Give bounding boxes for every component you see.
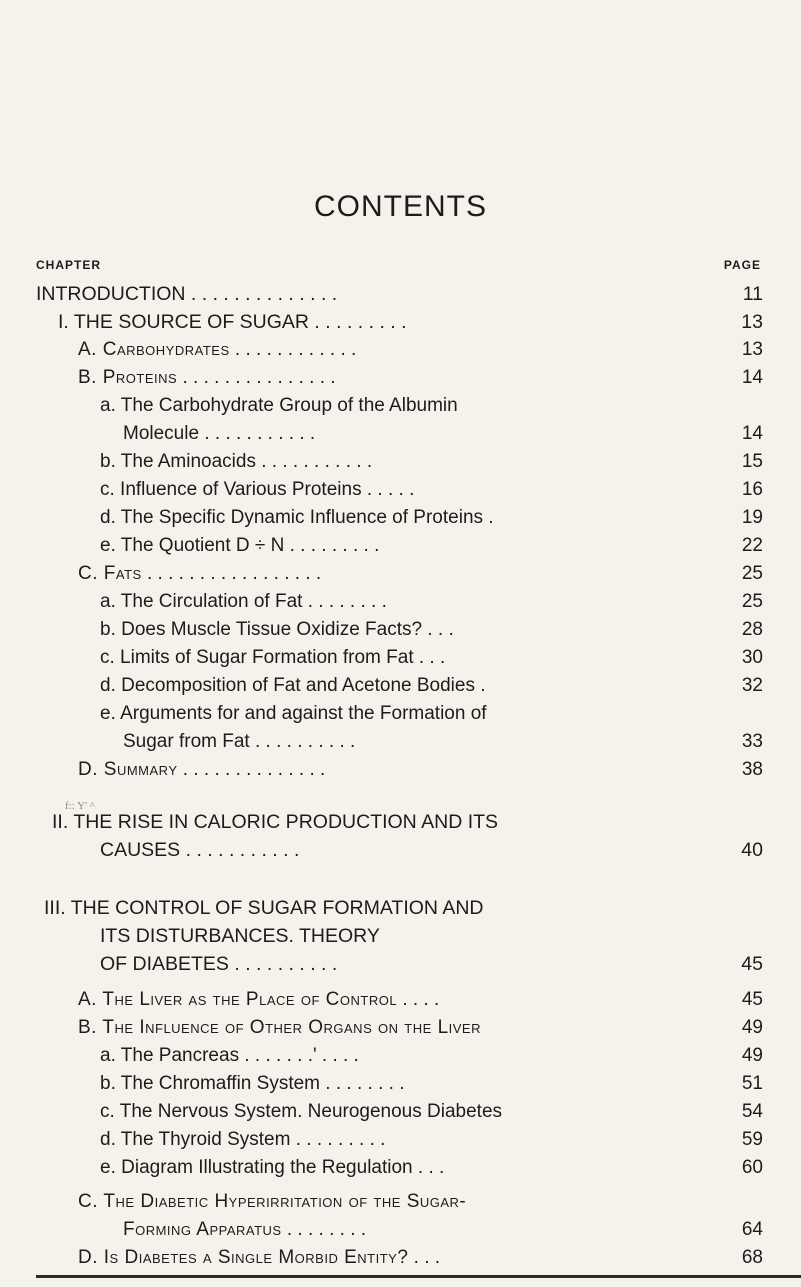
page-title: CONTENTS <box>314 190 487 223</box>
page-number: 40 <box>741 839 763 861</box>
toc-entry-sub: e. Diagram Illustrating the Regulation . . . 60 <box>36 1154 763 1182</box>
page-number: 28 <box>741 619 763 640</box>
page-number: 25 <box>741 563 763 584</box>
page-number: 11 <box>742 283 763 305</box>
toc-entry-sub: a. The Circulation of Fat . . . . . . . . 25 <box>36 588 763 616</box>
page-number: 54 <box>741 1101 763 1122</box>
toc-entry-sub-cont: Molecule . . . . . . . . . . . 14 <box>36 420 763 448</box>
page-number: 51 <box>741 1073 763 1094</box>
page-number: 45 <box>741 953 763 975</box>
toc-entry-sub: e. Arguments for and against the Formation of <box>100 703 487 724</box>
page-number: 38 <box>741 759 763 780</box>
toc-entry-chapter-2-cont: CAUSES . . . . . . . . . . . 40 <box>36 836 763 864</box>
page-number: 13 <box>741 311 763 333</box>
toc-entry-sub: b. Does Muscle Tissue Oxidize Facts? . . . 28 <box>36 616 763 644</box>
toc-entry-sub: b. The Chromaffin System . . . . . . . . 51 <box>36 1070 763 1098</box>
toc-entry-sub: c. Influence of Various Proteins . . . . . 16 <box>36 476 763 504</box>
page-number: 68 <box>741 1247 763 1268</box>
toc-entry-chapter-2: II. THE RISE IN CALORIC PRODUCTION AND ITS <box>52 811 499 833</box>
toc-entry-chapter-3-cont: ITS DISTURBANCES. THEORY <box>100 925 380 947</box>
toc-entry-chapter-3-cont: OF DIABETES . . . . . . . . . . 45 <box>36 950 763 978</box>
toc-entry-chapter-1: I. THE SOURCE OF SUGAR . . . . . . . . . 13 <box>36 308 763 336</box>
page-number: 14 <box>741 423 763 444</box>
chapter-column-header: CHAPTER <box>36 258 102 272</box>
toc-entry-sub-cont: Sugar from Fat . . . . . . . . . . 33 <box>36 728 763 756</box>
toc-entry-hyperirritation-cont: Forming Apparatus . . . . . . . . 64 <box>36 1216 763 1244</box>
page-number: 25 <box>741 591 763 612</box>
page-number: 13 <box>741 339 763 360</box>
toc-entry-sub: b. The Aminoacids . . . . . . . . . . . 15 <box>36 448 763 476</box>
page-number: 64 <box>741 1219 763 1240</box>
page-number: 14 <box>741 367 763 388</box>
page-number: 30 <box>741 647 763 668</box>
toc-entry-carbohydrates: A. Carbohydrates . . . . . . . . . . . . 13 <box>36 336 763 364</box>
page-number: 19 <box>741 507 763 528</box>
toc-entry-sub: c. Limits of Sugar Formation from Fat . . . 30 <box>36 644 763 672</box>
toc-entry-sub: a. The Pancreas . . . . . . .' . . . . 49 <box>36 1042 763 1070</box>
toc-entry-sub: e. The Quotient D ÷ N . . . . . . . . . 22 <box>36 532 763 560</box>
table-of-contents <box>36 280 763 1272</box>
toc-entry-summary: D. Summary . . . . . . . . . . . . . . 38 <box>36 756 763 784</box>
toc-entry-sub: d. The Thyroid System . . . . . . . . . 59 <box>36 1126 763 1154</box>
page-number: 33 <box>741 731 763 752</box>
toc-entry-proteins: B. Proteins . . . . . . . . . . . . . . . 14 <box>36 364 763 392</box>
page-number: 32 <box>741 675 763 696</box>
page-number: 59 <box>741 1129 763 1150</box>
toc-entry-sub: c. The Nervous System. Neurogenous Diabetes 54 <box>36 1098 763 1126</box>
page-number: 60 <box>741 1157 763 1178</box>
toc-entry-sub: a. The Carbohydrate Group of the Albumin <box>100 395 458 416</box>
page-column-header: PAGE <box>723 258 761 272</box>
page-number: 45 <box>741 989 763 1010</box>
page-number: 15 <box>741 451 763 472</box>
page-number: 22 <box>741 535 763 556</box>
toc-entry-hyperirritation: C. The Diabetic Hyperirritation of the Sugar- <box>78 1191 467 1212</box>
toc-entry-liver: A. The Liver as the Place of Control . . . . 45 <box>36 986 763 1014</box>
toc-entry-sub: d. The Specific Dynamic Influence of Proteins . 19 <box>36 504 763 532</box>
toc-entry-morbid-entity: D. Is Diabetes a Single Morbid Entity? . . . 68 <box>36 1244 763 1272</box>
toc-entry-introduction: INTRODUCTION . . . . . . . . . . . . . . 11 <box>36 280 763 308</box>
toc-entry-sub: d. Decomposition of Fat and Acetone Bodies . 32 <box>36 672 763 700</box>
stray-mark: f:: Y' ^ <box>65 800 95 812</box>
toc-entry-other-organs: B. The Influence of Other Organs on the Liver 49 <box>36 1014 763 1042</box>
bottom-rule <box>36 1275 801 1278</box>
page-number: 49 <box>741 1045 763 1066</box>
page-number: 16 <box>741 479 763 500</box>
toc-entry-fats: C. Fats . . . . . . . . . . . . . . . . . 25 <box>36 560 763 588</box>
page-number: 49 <box>741 1017 763 1038</box>
toc-entry-chapter-3: III. THE CONTROL OF SUGAR FORMATION AND <box>44 897 484 919</box>
